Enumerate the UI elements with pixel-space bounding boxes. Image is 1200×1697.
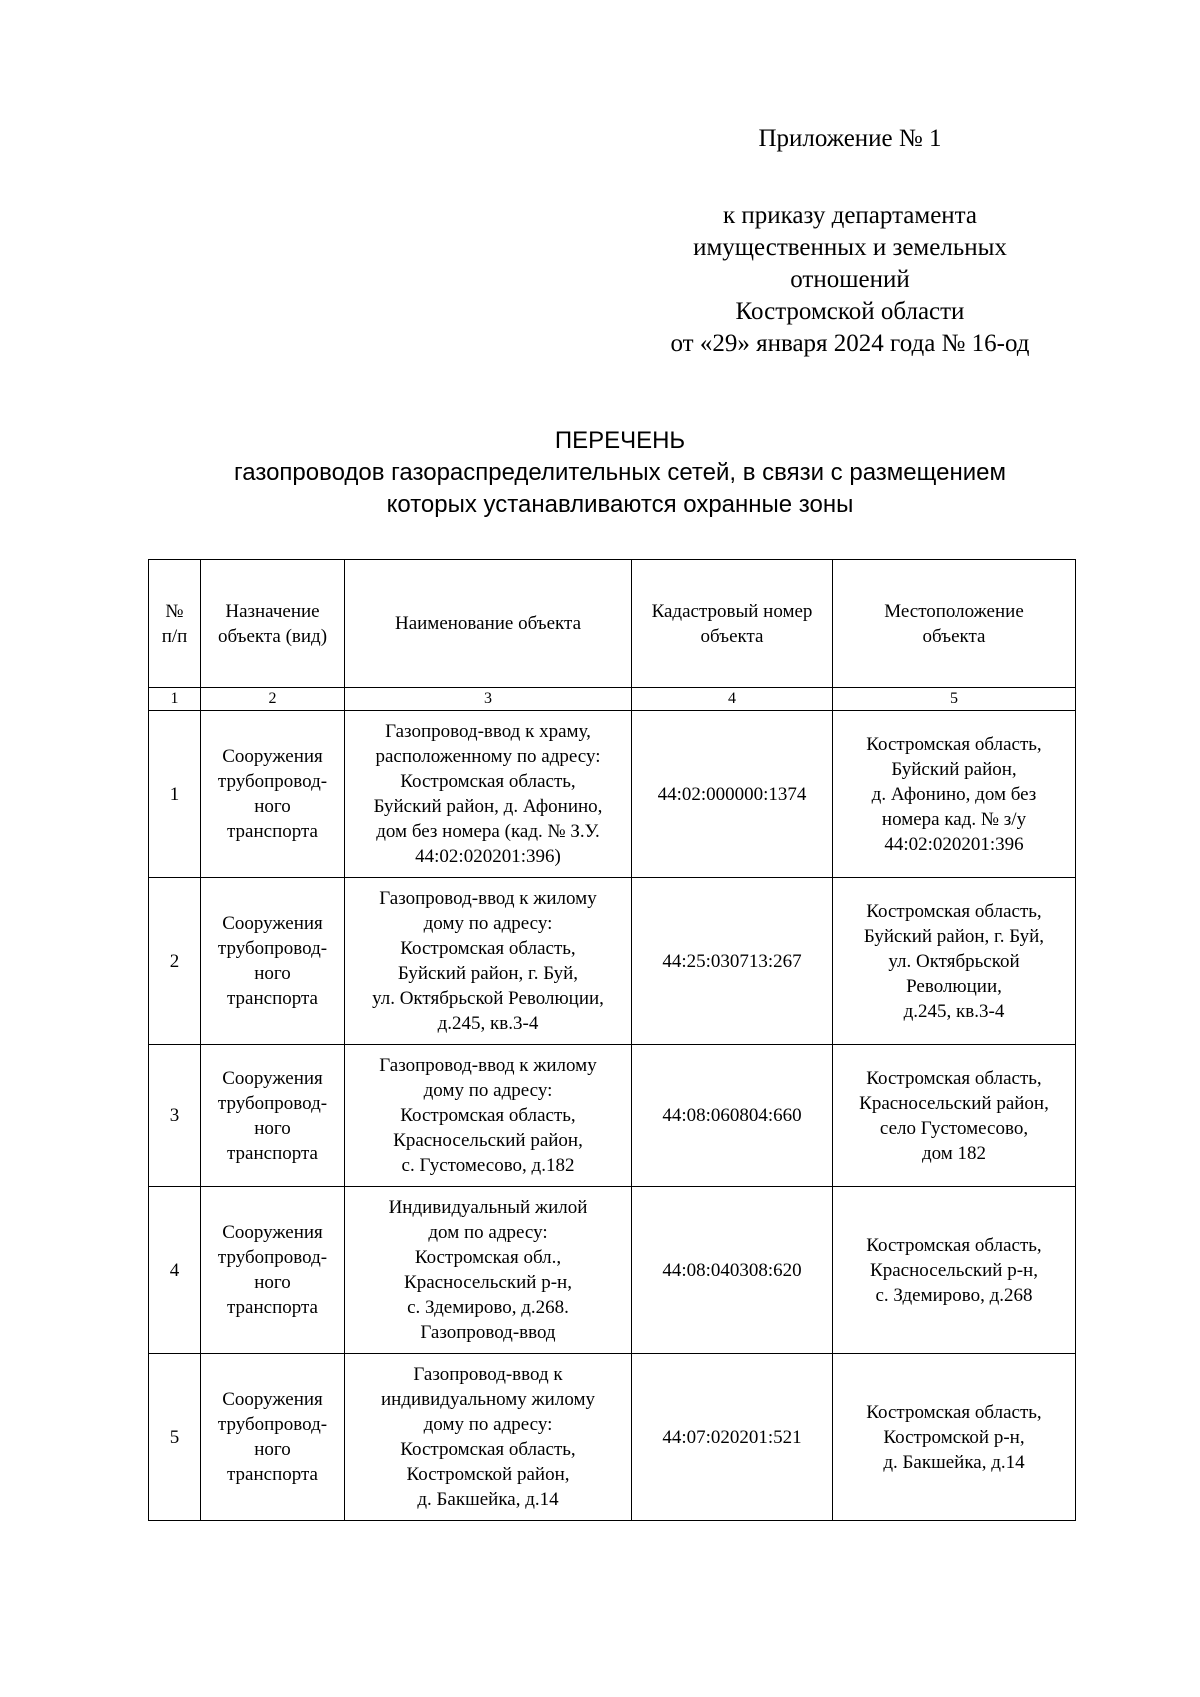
object-name-cell: [345, 1187, 632, 1354]
cell-line: Костромская обл.,: [414, 1247, 562, 1268]
location-cell: [833, 711, 1076, 878]
cell-line: трубопровод-: [217, 938, 328, 959]
appendix-title: Приложение № 1: [758, 125, 942, 152]
cell-line: д. Афонино, дом без: [871, 783, 1037, 805]
cell-line: Красносельский район,: [393, 1130, 583, 1151]
table-row: [149, 878, 1076, 1045]
cell-line: дом по адресу:: [428, 1222, 548, 1243]
cell-line: расположенному по адресу:: [375, 746, 601, 767]
cell-line: ного: [254, 1117, 291, 1139]
cell-line: дому по адресу:: [423, 913, 553, 934]
location-cell: [833, 878, 1076, 1045]
cell-line: Сооружения: [222, 746, 323, 767]
object-name-cell: [345, 711, 632, 878]
cell-line: номера кад. № з/у: [881, 808, 1027, 830]
cell-line: Газопровод-ввод: [420, 1322, 556, 1343]
cadastral-number-cell: 44:02:000000:1374: [632, 711, 833, 878]
cell-line: Буйский район,: [891, 758, 1017, 780]
cell-line: дому по адресу:: [423, 1080, 553, 1101]
cell-line: ного: [254, 796, 291, 817]
header-line: Наименование объекта: [394, 613, 582, 634]
table-row: [149, 1045, 1076, 1187]
cell-line: д.245, кв.3-4: [903, 1000, 1005, 1022]
cell-line: транспорта: [227, 1297, 318, 1318]
cell-line: д. Бакшейка, д.14: [883, 1451, 1025, 1473]
cell-line: Буйский район, г. Буй,: [397, 963, 579, 984]
object-name-cell: [345, 1045, 632, 1187]
header-location: [833, 560, 1076, 688]
cell-line: д. Бакшейка, д.14: [417, 1489, 559, 1510]
objects-table: [148, 559, 1076, 1521]
row-number-cell: 3: [149, 1045, 201, 1187]
cell-line: транспорта: [227, 988, 318, 1009]
cell-line: Сооружения: [222, 1389, 323, 1410]
cell-line: дом 182: [921, 1142, 987, 1164]
cell-line: трубопровод-: [217, 1247, 328, 1268]
table-row: [149, 1187, 1076, 1354]
cadastral-number-cell: 44:07:020201:521: [632, 1354, 833, 1521]
cell-line: ул. Октябрьской: [888, 950, 1020, 972]
list-heading: ПЕРЕЧЕНЬ: [554, 427, 686, 454]
object-name-cell: [345, 878, 632, 1045]
cadastral-number-cell: 44:25:030713:267: [632, 878, 833, 1045]
row-number-cell: 1: [149, 711, 201, 878]
cell-line: Сооружения: [222, 1067, 323, 1089]
cell-line: Газопровод-ввод к жилому: [379, 1055, 597, 1076]
cell-line: Костромская область,: [866, 1067, 1042, 1089]
header-purpose: [201, 560, 345, 688]
order-reference-line: к приказу департамента: [722, 202, 978, 229]
purpose-cell: [201, 878, 345, 1045]
cell-line: Костромская область,: [400, 1105, 576, 1126]
header-cadastral: [632, 560, 833, 688]
cell-line: с. Здемирово, д.268: [875, 1284, 1033, 1306]
cell-line: Газопровод-ввод к жилому: [379, 888, 597, 909]
cell-line: Костромская область,: [866, 1234, 1042, 1256]
cell-line: д.245, кв.3-4: [437, 1013, 539, 1034]
cell-line: Красносельский р-н,: [870, 1259, 1038, 1281]
purpose-cell: [201, 711, 345, 878]
cell-line: ного: [254, 1439, 291, 1460]
cell-line: Сооружения: [222, 1222, 323, 1243]
cell-line: Костромской р-н,: [883, 1426, 1025, 1448]
cell-line: Сооружения: [222, 913, 323, 934]
cell-line: трубопровод-: [217, 1414, 328, 1435]
column-number: 4: [632, 688, 833, 711]
cadastral-number-cell: 44:08:040308:620: [632, 1187, 833, 1354]
row-number-cell: 5: [149, 1354, 201, 1521]
order-reference: [640, 200, 1060, 360]
header-line: №: [165, 600, 184, 622]
row-number-cell: 2: [149, 878, 201, 1045]
column-number: 3: [345, 688, 632, 711]
cell-line: дом без номера (кад. № З.У.: [376, 821, 600, 842]
cell-line: Газопровод-ввод к: [413, 1364, 563, 1385]
cell-line: индивидуальному жилому: [381, 1389, 595, 1410]
list-title: [140, 425, 1100, 521]
order-reference-line: от «29» января 2024 года № 16-од: [670, 330, 1030, 357]
cell-line: с. Здемирово, д.268.: [407, 1297, 569, 1318]
cell-line: Буйский район, г. Буй,: [863, 925, 1045, 947]
cell-line: Костромской район,: [406, 1464, 570, 1485]
cell-line: Костромская область,: [400, 938, 576, 959]
header-line: объекта: [922, 625, 986, 647]
cell-line: ул. Октябрьской Революции,: [372, 988, 604, 1009]
cell-line: Костромская область,: [866, 900, 1042, 922]
header-line: п/п: [161, 625, 188, 647]
cell-line: Газопровод-ввод к храму,: [385, 721, 591, 742]
location-cell: [833, 1187, 1076, 1354]
cell-line: Индивидуальный жилой: [388, 1197, 588, 1218]
cell-line: 44:02:020201:396): [415, 846, 561, 867]
cell-line: Костромская область,: [866, 1401, 1042, 1423]
location-cell: [833, 1045, 1076, 1187]
header-name: [345, 560, 632, 688]
cell-line: Костромская область,: [866, 733, 1042, 755]
cell-line: Красносельский район,: [859, 1092, 1049, 1114]
cell-line: Костромская область,: [400, 1439, 576, 1460]
cell-line: транспорта: [227, 821, 318, 842]
column-number-row: [149, 688, 1076, 711]
table-body: [149, 711, 1076, 1521]
cell-line: дому по адресу:: [423, 1414, 553, 1435]
column-number: 2: [201, 688, 345, 711]
order-reference-line: отношений: [790, 266, 910, 293]
cadastral-number-cell: 44:08:060804:660: [632, 1045, 833, 1187]
row-number-cell: 4: [149, 1187, 201, 1354]
location-cell: [833, 1354, 1076, 1521]
cell-line: транспорта: [227, 1142, 318, 1164]
cell-line: трубопровод-: [217, 771, 328, 792]
table-header-row: [149, 560, 1076, 688]
cell-line: ного: [254, 963, 291, 984]
cell-line: Революции,: [906, 975, 1002, 997]
cell-line: Буйский район, д. Афонино,: [373, 796, 603, 817]
purpose-cell: [201, 1354, 345, 1521]
cell-line: ного: [254, 1272, 291, 1293]
cell-line: Костромская область,: [400, 771, 576, 792]
cell-line: транспорта: [227, 1464, 318, 1485]
cell-line: с. Густомесово, д.182: [401, 1155, 575, 1176]
header-line: объекта (вид): [217, 625, 328, 647]
cell-line: Красносельский р-н,: [404, 1272, 572, 1293]
list-subtitle-line: которых устанавливаются охранные зоны: [386, 491, 854, 518]
table-row: [149, 711, 1076, 878]
column-number: 1: [149, 688, 201, 711]
purpose-cell: [201, 1187, 345, 1354]
object-name-cell: [345, 1354, 632, 1521]
header-line: Местоположение: [884, 600, 1024, 622]
list-subtitle-line: газопроводов газораспределительных сетей, в связи с размещением: [234, 459, 1006, 486]
column-number: 5: [833, 688, 1076, 711]
table-row: [149, 1354, 1076, 1521]
header-number: [149, 560, 201, 688]
order-reference-line: Костромской области: [735, 298, 965, 325]
order-reference-line: имущественных и земельных: [693, 234, 1007, 261]
header-line: Назначение: [225, 600, 320, 622]
purpose-cell: [201, 1045, 345, 1187]
header-line: Кадастровый номер: [651, 600, 813, 622]
header-line: объекта: [700, 625, 764, 647]
cell-line: село Густомесово,: [879, 1117, 1029, 1139]
cell-line: 44:02:020201:396: [884, 833, 1024, 855]
cell-line: трубопровод-: [217, 1092, 328, 1114]
